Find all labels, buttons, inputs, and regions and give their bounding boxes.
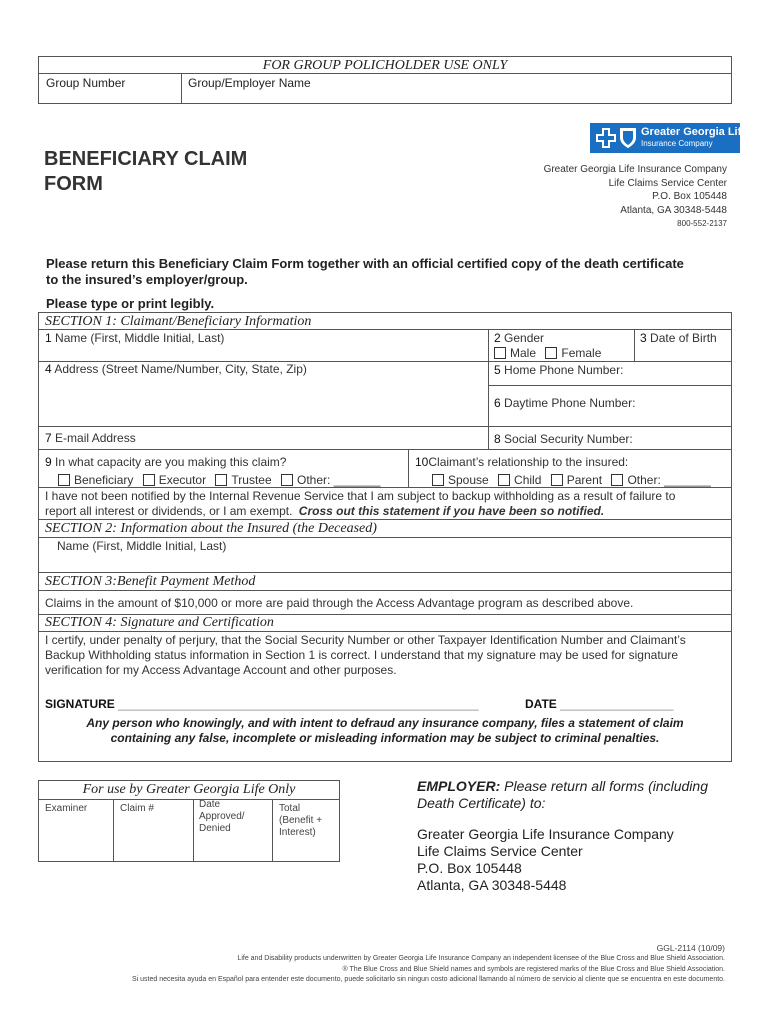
section4-title: SECTION 4: Signature and Certification [45, 615, 274, 630]
col-examiner: Examiner [45, 803, 88, 814]
daytime-phone-field[interactable]: 6 Daytime Phone Number: [494, 396, 636, 410]
company-dept: Life Claims Service Center [608, 177, 727, 189]
female-label: Female [561, 346, 602, 360]
company-phone: 800-552-2137 [677, 219, 727, 228]
blue-cross-icon [594, 126, 618, 150]
signature-line: ______________________________________________________ [118, 697, 479, 711]
date-line: _________________ [560, 697, 674, 711]
company-address [544, 163, 727, 231]
logo-brand-name: Greater Georgia Life [641, 126, 748, 138]
name-field[interactable]: 1 Name (First, Middle Initial, Last) [45, 331, 225, 345]
male-checkbox[interactable] [494, 347, 506, 359]
female-checkbox[interactable] [545, 347, 557, 359]
child-label: Child [514, 473, 542, 487]
section2-title: SECTION 2: Information about the Insured (the Deceased) [45, 521, 377, 536]
ssn-field[interactable]: 8 Social Security Number: [494, 432, 633, 446]
beneficiary-checkbox[interactable] [58, 474, 70, 486]
capacity-other-checkbox[interactable] [281, 474, 293, 486]
male-label: Male [510, 346, 537, 360]
col-total: Total (Benefit + Interest) [279, 803, 323, 838]
gender-field: 2 Gender [494, 331, 545, 345]
spouse-checkbox[interactable] [432, 474, 444, 486]
form-title-line2: FORM [44, 173, 103, 195]
company-name: Greater Georgia Life Insurance Company [543, 164, 727, 175]
group-policyholder-box [38, 56, 732, 104]
office-use-table [38, 780, 340, 862]
instructions-line3: Please type or print legibly. [46, 296, 215, 311]
signature-label: SIGNATURE [45, 697, 115, 711]
trustee-label: Trustee [231, 473, 272, 487]
logo-brand-sub: Insurance Company [641, 139, 713, 148]
employer-label: EMPLOYER: [417, 778, 501, 794]
signature-field[interactable] [45, 697, 479, 711]
insured-name-field[interactable]: Name (First, Middle Initial, Last) [57, 539, 227, 553]
capacity-question: 9 In what capacity are you making this claim? [45, 455, 287, 469]
capacity-options [58, 473, 380, 487]
child-checkbox[interactable] [498, 474, 510, 486]
backup-withholding-line1: I have not been notified by the Internal Revenue Service that I am subject to backup withholding as a result of failure to [45, 489, 676, 503]
home-phone-field[interactable]: 5 Home Phone Number: [494, 363, 624, 377]
col-date-approved: Date Approved/ Denied [199, 799, 245, 834]
relationship-other-checkbox[interactable] [611, 474, 623, 486]
payment-method-text: Claims in the amount of $10,000 or more are paid through the Access Advantage program as described above. [45, 596, 634, 610]
executor-checkbox[interactable] [143, 474, 155, 486]
relationship-other-label: Other: _______ [627, 473, 711, 487]
instructions-line1: Please return this Beneficiary Claim Form together with an official certified copy of the death certificate [46, 256, 684, 271]
executor-label: Executor [158, 473, 207, 487]
office-use-title: For use by Greater Georgia Life Only [82, 782, 296, 797]
group-number-field[interactable]: Group Number [46, 76, 126, 90]
form-code: GGL-2114 (10/09) [656, 943, 725, 953]
certification-text: I certify, under penalty of perjury, that the Social Security Number or other Taxpayer Identification Number and Claimant’s Backup Withholding status information in Section 1 is correct. I understand that my signature may be used for signature verification for my Access Advantage Account and other purposes. [45, 633, 686, 677]
employer-note: EMPLOYER: Please return all forms (including Death Certificate) to: [417, 778, 708, 811]
email-field[interactable]: 7 E-mail Address [45, 431, 136, 445]
relationship-question: 10Claimant’s relationship to the insured: [415, 455, 629, 469]
date-label: DATE [525, 697, 557, 711]
group-employer-name-field[interactable]: Group/Employer Name [188, 76, 311, 90]
trustee-checkbox[interactable] [215, 474, 227, 486]
instructions-line2: to the insured’s employer/group. [46, 272, 248, 287]
company-city: Atlanta, GA 30348-5448 [620, 204, 727, 216]
address-field[interactable]: 4 Address (Street Name/Number, City, State, Zip) [45, 362, 307, 376]
relationship-options [432, 473, 711, 487]
section1-title: SECTION 1: Claimant/Beneficiary Information [45, 314, 312, 329]
spouse-label: Spouse [448, 473, 489, 487]
fraud-warning: Any person who knowingly, and with intent to defraud any insurance company, files a statement of claim containing any false, incomplete or misleading information may be subject to criminal penalties. [86, 716, 684, 745]
company-logo [590, 123, 748, 153]
date-field[interactable] [525, 697, 674, 711]
parent-checkbox[interactable] [551, 474, 563, 486]
capacity-other-label: Other: _______ [297, 473, 381, 487]
footer: GGL-2114 (10/09) Life and Disability products underwritten by Greater Georgia Life Insurance Company an independent licensee of the Blue Cross and Blue Shield Association. ® The Blue Cross and Blue Shield names and symbols are registered marks of the Blue Cross and Blue Shield Association. Si usted necesita ayuda en Español para entender este documento, puede solicitarlo sin ningun costo adicional llamando al número de servicio al cliente que se encuentra en este documento. [131, 943, 725, 983]
section3-title: SECTION 3:Benefit Payment Method [45, 574, 256, 589]
date-of-birth-field[interactable]: 3 Date of Birth [640, 331, 717, 345]
backup-withholding-line2: report all interest or dividends, or I am exempt. Cross out this statement if you have been so notified. [45, 504, 605, 518]
employer-return-address: Greater Georgia Life Insurance Company Life Claims Service Center P.O. Box 105448 Atlanta, GA 30348-5448 [417, 826, 674, 893]
blue-shield-icon [618, 126, 638, 150]
parent-label: Parent [566, 473, 603, 487]
group-box-title: FOR GROUP POLICHOLDER USE ONLY [262, 58, 508, 73]
form-title-line1: BENEFICIARY CLAIM [44, 148, 248, 170]
cross-out-instruction: Cross out this statement if you have been so notified. [298, 504, 605, 518]
col-claim-number: Claim # [120, 803, 154, 814]
company-pobox: P.O. Box 105448 [652, 191, 727, 202]
gender-options [494, 346, 601, 360]
beneficiary-label: Beneficiary [74, 473, 134, 487]
